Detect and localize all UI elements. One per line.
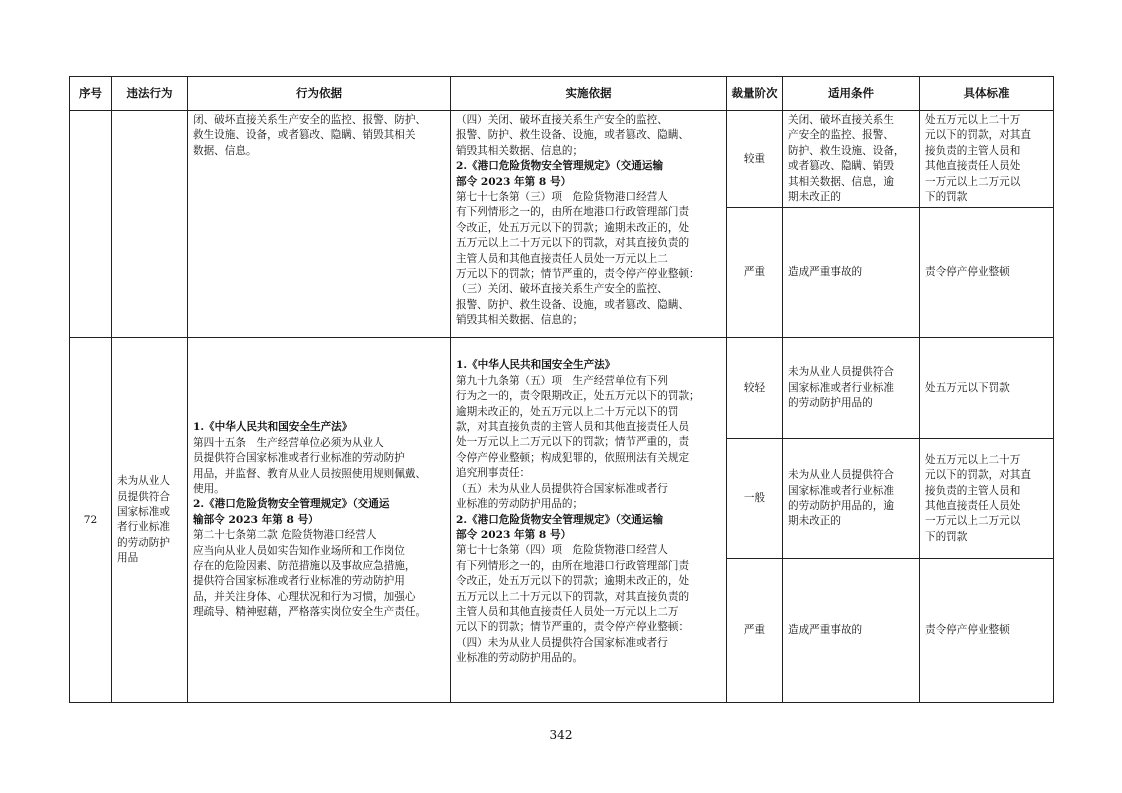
violation-line: 的劳动防护 bbox=[117, 536, 170, 549]
condition-line: 期未改正的 bbox=[788, 515, 841, 528]
violation-line: 员提供符合 bbox=[117, 490, 170, 503]
page-number: 342 bbox=[549, 728, 573, 742]
header-implementation: 实施依据 bbox=[451, 77, 727, 111]
law-text-line: 第四十五条 生产经营单位必须为从业人 bbox=[193, 436, 384, 449]
law-text-line: 主管人员和其他直接责任人员处一万元以上二 bbox=[456, 252, 668, 265]
law-text-line: （四）关闭、破坏直接关系生产安全的监控、 bbox=[456, 114, 668, 126]
condition-line: 期未改正的 bbox=[788, 191, 841, 204]
standard-line: 责令停产停业整顿 bbox=[925, 266, 1010, 279]
standard-line: 处五万元以上二十万 bbox=[925, 114, 1021, 126]
law-title-line: 2.《港口危险货物安全管理规定》（交通运 bbox=[193, 498, 390, 511]
standard-line: 处五万元以下罚款 bbox=[925, 381, 1010, 394]
law-text-line: 销毁其相关数据、信息的； bbox=[456, 314, 584, 327]
law-title-line: 输部令 2023 年第 8 号） bbox=[193, 513, 319, 526]
law-text-line: 员提供符合国家标准或者行业标准的劳动防护 bbox=[193, 452, 405, 465]
violation-cell bbox=[112, 338, 188, 703]
condition-line: 未为从业人员提供符合 bbox=[788, 469, 894, 482]
condition-cell bbox=[783, 338, 920, 439]
law-title-line: 2.《港口危险货物安全管理规定》（交通运输 bbox=[456, 160, 664, 173]
level-cell: 较重 bbox=[727, 111, 783, 208]
law-text-line: 第七十七条第（三）项 危险货物港口经营人 bbox=[456, 191, 668, 204]
condition-line: 的劳动防护用品的，逾 bbox=[788, 499, 894, 512]
condition-line: 国家标准或者行业标准 bbox=[788, 381, 894, 394]
level-cell: 较轻 bbox=[727, 338, 783, 439]
violation-line: 者行业标准 bbox=[117, 521, 170, 534]
standard-line: 接负责的主管人员和 bbox=[925, 144, 1021, 157]
implementation-text bbox=[456, 113, 721, 329]
level-cell: 严重 bbox=[727, 559, 783, 703]
condition-line: 造成严重事故的 bbox=[788, 266, 863, 279]
law-text-line: 业标准的劳动防护用品的； bbox=[456, 498, 584, 511]
law-text-line: 用品，并监督、教育从业人员按照使用规则佩戴、 bbox=[193, 467, 427, 480]
law-text-line: 业标准的劳动防护用品的。 bbox=[456, 652, 584, 665]
condition-cell bbox=[783, 559, 920, 703]
law-text-line: 第二十七条第二款 危险货物港口经营人 bbox=[193, 529, 377, 542]
basis-line: 救生设施、设备，或者篡改、隐瞒、销毁其相关 bbox=[193, 129, 416, 142]
standard-cell bbox=[920, 559, 1054, 703]
law-text-line: 有下列情形之一的，由所在地港口行政管理部门责 bbox=[456, 206, 690, 219]
law-text-line: 令停产停业整顿；构成犯罪的，依照刑法有关规定 bbox=[456, 451, 690, 464]
standard-line: 其他直接责任人员处 bbox=[925, 160, 1021, 173]
law-text-line: （四）未为从业人员提供符合国家标准或者行 bbox=[456, 636, 668, 649]
law-text-line: 五万元以上二十万元以下的罚款，对其直接负责的 bbox=[456, 590, 690, 603]
header-condition: 适用条件 bbox=[783, 77, 920, 111]
standard-line: 元以下的罚款，对其直 bbox=[925, 469, 1031, 482]
standard-line: 一万元以上二万元以 bbox=[925, 515, 1021, 528]
header-row bbox=[70, 77, 1054, 111]
header-level: 裁量阶次 bbox=[727, 77, 783, 111]
law-text-line: 使用。 bbox=[193, 482, 225, 495]
law-title-line: 部令 2023 年第 8 号） bbox=[456, 175, 572, 188]
condition-line: 的劳动防护用品的 bbox=[788, 397, 873, 410]
standard-line: 责令停产停业整顿 bbox=[925, 624, 1010, 637]
condition-line: 未为从业人员提供符合 bbox=[788, 366, 894, 379]
law-text-line: 第七十七条第（四）项 危险货物港口经营人 bbox=[456, 544, 668, 557]
condition-line: 防护、救生设施、设备， bbox=[788, 144, 905, 157]
law-text-line: 令改正，处五万元以下的罚款；逾期未改正的，处 bbox=[456, 575, 690, 588]
standard-cell bbox=[920, 208, 1054, 338]
law-text-line: （三）关闭、破坏直接关系生产安全的监控、 bbox=[456, 283, 668, 296]
implementation-cell bbox=[451, 338, 727, 703]
standard-line: 元以下的罚款，对其直 bbox=[925, 129, 1031, 142]
basis-text bbox=[193, 420, 445, 620]
standard-line: 其他直接责任人员处 bbox=[925, 499, 1021, 512]
law-text-line: 令改正，处五万元以下的罚款；逾期未改正的，处 bbox=[456, 221, 690, 234]
table-row bbox=[70, 338, 1054, 439]
condition-line: 或者篡改、隐瞒、销毁 bbox=[788, 160, 894, 173]
violation-line: 未为从业人 bbox=[117, 475, 170, 488]
condition-line: 造成严重事故的 bbox=[788, 624, 863, 637]
law-text-line: 理疏导、精神慰藉，严格落实岗位安全生产责任。 bbox=[193, 606, 427, 619]
condition-cell bbox=[783, 439, 920, 559]
header-basis: 行为依据 bbox=[188, 77, 451, 111]
law-text-line: 追究刑事责任： bbox=[456, 467, 531, 480]
table-row bbox=[70, 111, 1054, 208]
cont-basis-cell bbox=[188, 111, 451, 338]
law-text-line: 有下列情形之一的，由所在地港口行政管理部门责 bbox=[456, 559, 690, 572]
standard-cell bbox=[920, 111, 1054, 208]
law-text-line: 款，对其直接负责的主管人员和其他直接责任人员 bbox=[456, 421, 690, 434]
law-text-line: 五万元以上二十万元以下的罚款，对其直接负责的 bbox=[456, 237, 690, 250]
cont-no-cell bbox=[70, 111, 112, 338]
cont-violation-cell bbox=[112, 111, 188, 338]
cont-impl-cell bbox=[451, 111, 727, 338]
law-text-line: 应当向从业人员如实告知作业场所和工作岗位 bbox=[193, 544, 405, 557]
violation-line: 用品 bbox=[117, 552, 139, 565]
condition-line: 其相关数据、信息，逾 bbox=[788, 175, 894, 188]
basis-line: 闭、破坏直接关系生产安全的监控、报警、防护、 bbox=[193, 114, 427, 126]
header-standard: 具体标准 bbox=[920, 77, 1054, 111]
penalty-table bbox=[69, 76, 1054, 703]
condition-line: 关闭、破坏直接关系生 bbox=[788, 114, 894, 126]
condition-cell bbox=[783, 208, 920, 338]
law-text-line: 处一万元以上二万元以下的罚款；情节严重的，责 bbox=[456, 436, 690, 449]
basis-cell bbox=[188, 338, 451, 703]
law-text-line: 元以下的罚款；情节严重的，责令停产停业整顿： bbox=[456, 621, 690, 634]
law-title-line: 1.《中华人民共和国安全生产法》 bbox=[456, 359, 616, 372]
law-text-line: 行为之一的，责令限期改正，处五万元以下的罚款； bbox=[456, 390, 700, 403]
level-cell: 严重 bbox=[727, 208, 783, 338]
condition-line: 产安全的监控、报警、 bbox=[788, 129, 894, 142]
violation-line: 国家标准或 bbox=[117, 506, 170, 519]
condition-line: 国家标准或者行业标准 bbox=[788, 484, 894, 497]
law-title-line: 2.《港口危险货物安全管理规定》（交通运输 bbox=[456, 513, 664, 526]
law-title-line: 部令 2023 年第 8 号） bbox=[456, 528, 572, 541]
row-number-cell: 72 bbox=[70, 338, 112, 703]
standard-cell bbox=[920, 338, 1054, 439]
law-text-line: 品，并关注身体、心理状况和行为习惯，加强心 bbox=[193, 590, 416, 603]
level-cell: 一般 bbox=[727, 439, 783, 559]
condition-cell bbox=[783, 111, 920, 208]
law-text-line: 提供符合国家标准或者行业标准的劳动防护用 bbox=[193, 575, 405, 588]
standard-line: 处五万元以上二十万 bbox=[925, 453, 1021, 466]
header-violation: 违法行为 bbox=[112, 77, 188, 111]
law-text-line: 主管人员和其他直接责任人员处一万元以上二万 bbox=[456, 605, 679, 618]
law-text-line: 第九十九条第（五）项 生产经营单位有下列 bbox=[456, 374, 668, 387]
standard-line: 接负责的主管人员和 bbox=[925, 484, 1021, 497]
implementation-text bbox=[456, 358, 721, 666]
law-text-line: 销毁其相关数据、信息的； bbox=[456, 144, 584, 157]
standard-line: 一万元以上二万元以 bbox=[925, 175, 1021, 188]
law-text-line: 报警、防护、救生设备、设施，或者篡改、隐瞒、 bbox=[456, 298, 690, 311]
law-text-line: （五）未为从业人员提供符合国家标准或者行 bbox=[456, 482, 668, 495]
law-title-line: 1.《中华人民共和国安全生产法》 bbox=[193, 421, 353, 434]
standard-line: 下的罚款 bbox=[925, 191, 968, 204]
standard-line: 下的罚款 bbox=[925, 530, 968, 543]
law-text-line: 存在的危险因素、防范措施以及事故应急措施， bbox=[193, 559, 416, 572]
law-text-line: 报警、防护、救生设备、设施，或者篡改、隐瞒、 bbox=[456, 129, 690, 142]
basis-line: 数据、信息。 bbox=[193, 144, 257, 157]
standard-cell bbox=[920, 439, 1054, 559]
law-text-line: 万元以下的罚款；情节严重的，责令停产停业整顿： bbox=[456, 268, 700, 281]
header-no: 序号 bbox=[70, 77, 112, 111]
law-text-line: 逾期未改正的，处五万元以上二十万元以下的罚 bbox=[456, 405, 679, 418]
